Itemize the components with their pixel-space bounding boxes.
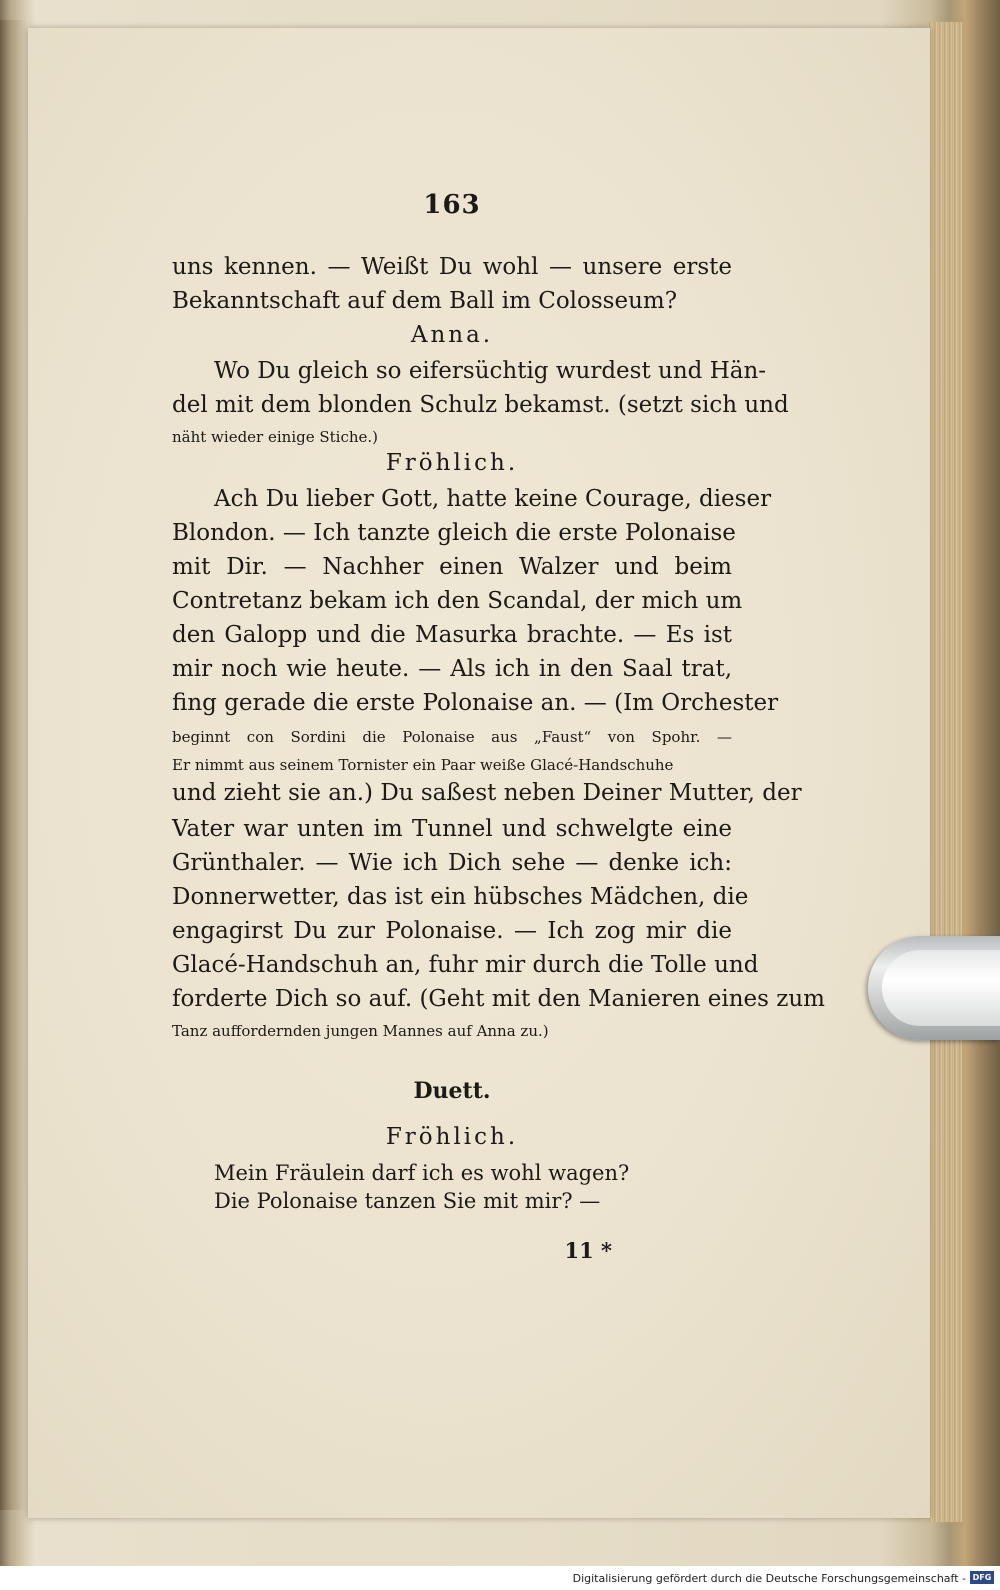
speaker-name: Anna.: [410, 322, 494, 348]
text-line: [172, 390, 789, 420]
stage-direction: beginnt con Sordini die Polonaise aus „Faust“ von Spohr. —: [172, 728, 732, 746]
text-line: Glacé-Handschuh an, fuhr mir durch die Tolle und: [172, 952, 759, 978]
text-line: Ach Du lieber Gott, hatte keine Courage, dieser: [214, 486, 772, 512]
speaker-name: Fröhlich.: [385, 450, 519, 476]
text-line: den Galopp und die Masurka brachte. — Es ist: [172, 622, 732, 648]
funding-credit: Digitalisierung gefördert durch die Deutsche Forschungsgemeinschaft -: [572, 1572, 966, 1585]
verse-line: Mein Fräulein darf ich es wohl wagen?: [214, 1161, 630, 1185]
signature-mark: 11 *: [564, 1238, 612, 1263]
page-number: 163: [423, 190, 481, 220]
text-line: Grünthaler. — Wie ich Dich sehe — denke ich:: [172, 850, 732, 876]
text-line: engagirst Du zur Polonaise. — Ich zog mir die: [172, 918, 732, 944]
text-line: mit Dir. — Nachher einen Walzer und beim: [172, 554, 732, 580]
section-heading: Duett.: [413, 1078, 491, 1104]
text-line: fing gerade die erste Polonaise an. — (Im Orchester: [172, 690, 779, 716]
text-line: Contretanz bekam ich den Scandal, der mich um: [172, 588, 743, 614]
paper-clip-inner: [882, 950, 1000, 1026]
previous-page-edge: [0, 20, 26, 1510]
text-line: forderte Dich so auf. (Geht mit den Manieren eines zum: [172, 986, 825, 1012]
book-page-edges: [928, 22, 962, 1522]
stage-direction: näht wieder einige Stiche.): [172, 428, 379, 446]
text-line: Bekanntschaft auf dem Ball im Colosseum?: [172, 288, 678, 314]
text-line: Wo Du gleich so eifersüchtig wurdest und Hän-: [214, 358, 767, 384]
text-line: Vater war unten im Tunnel und schwelgte eine: [172, 816, 732, 842]
text-line: mir noch wie heute. — Als ich in den Saal trat,: [172, 656, 732, 682]
text-segment: del mit dem blonden Schulz bekamst. (setzt sich und: [172, 392, 789, 418]
stage-direction: Er nimmt aus seinem Tornister ein Paar weiße Glacé-Handschuhe: [172, 756, 674, 774]
text-line: und zieht sie an.) Du saßest neben Deiner Mutter, der: [172, 780, 802, 806]
paper-clip-icon: [868, 936, 1000, 1040]
speaker-name: Fröhlich.: [385, 1124, 519, 1150]
stage-direction: Tanz auffordernden jungen Mannes auf Anna zu.): [172, 1022, 549, 1040]
text-line: uns kennen. — Weißt Du wohl — unsere erste: [172, 254, 732, 280]
text-line: Donnerwetter, das ist ein hübsches Mädchen, die: [172, 884, 749, 910]
verse-line: Die Polonaise tanzen Sie mit mir? —: [214, 1189, 601, 1213]
text-line: Blondon. — Ich tanzte gleich die erste Polonaise: [172, 520, 736, 546]
dfg-logo-icon: DFG: [970, 1571, 994, 1584]
